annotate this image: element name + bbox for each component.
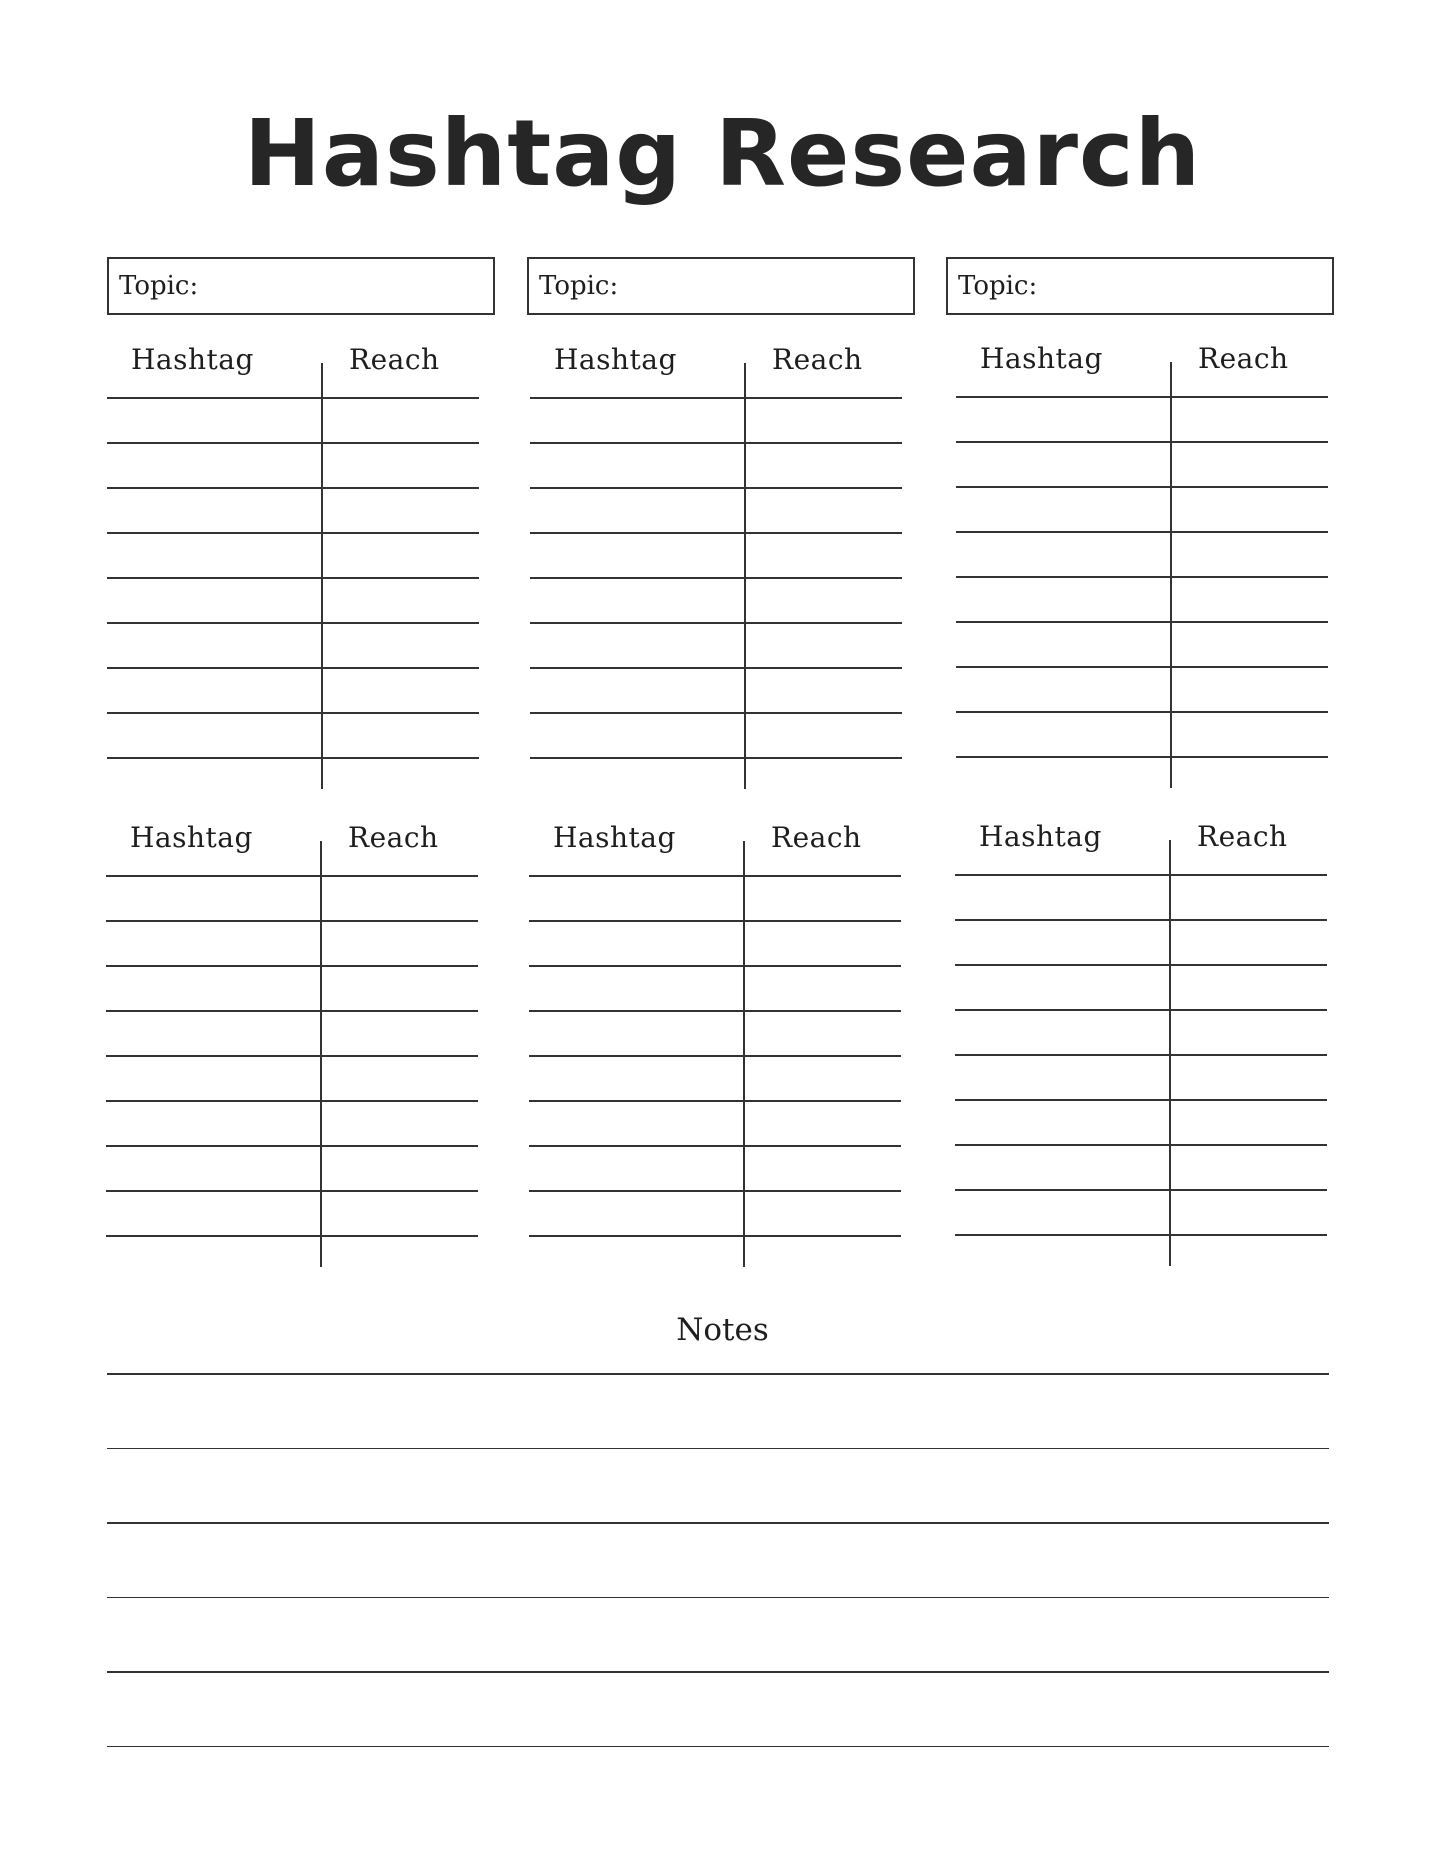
hashtag-table-4 xyxy=(106,821,478,1251)
reach-column-header: Reach xyxy=(349,343,440,376)
reach-column-header: Reach xyxy=(772,343,863,376)
hashtag-table-1 xyxy=(107,343,479,773)
notes-line[interactable] xyxy=(107,1522,1329,1524)
entry-line[interactable] xyxy=(956,756,1328,758)
column-divider xyxy=(1169,840,1171,1266)
topic-label: Topic: xyxy=(539,271,619,301)
topic-label: Topic: xyxy=(958,271,1038,301)
notes-line[interactable] xyxy=(107,1671,1329,1673)
topic-label: Topic: xyxy=(119,271,199,301)
entry-line[interactable] xyxy=(106,1100,478,1102)
entry-line[interactable] xyxy=(106,1190,478,1192)
column-divider xyxy=(743,841,745,1267)
entry-line[interactable] xyxy=(529,1190,901,1192)
entry-line[interactable] xyxy=(107,622,479,624)
entry-line[interactable] xyxy=(106,1235,478,1237)
entry-line[interactable] xyxy=(106,1055,478,1057)
entry-line[interactable] xyxy=(956,396,1328,398)
entry-line[interactable] xyxy=(529,920,901,922)
entry-line[interactable] xyxy=(530,757,902,759)
entry-line[interactable] xyxy=(530,712,902,714)
reach-column-header: Reach xyxy=(1197,820,1288,853)
entry-line[interactable] xyxy=(956,666,1328,668)
entry-line[interactable] xyxy=(529,875,901,877)
column-divider xyxy=(321,363,323,789)
entry-line[interactable] xyxy=(530,532,902,534)
entry-line[interactable] xyxy=(529,1235,901,1237)
entry-line[interactable] xyxy=(530,397,902,399)
notes-line[interactable] xyxy=(107,1448,1329,1450)
entry-line[interactable] xyxy=(530,442,902,444)
entry-line[interactable] xyxy=(956,576,1328,578)
entry-line[interactable] xyxy=(107,487,479,489)
notes-line[interactable] xyxy=(107,1373,1329,1375)
entry-line[interactable] xyxy=(956,711,1328,713)
hashtag-column-header: Hashtag xyxy=(131,343,254,376)
entry-line[interactable] xyxy=(955,964,1327,966)
entry-line[interactable] xyxy=(107,397,479,399)
entry-line[interactable] xyxy=(106,1010,478,1012)
entry-line[interactable] xyxy=(529,1010,901,1012)
entry-line[interactable] xyxy=(955,919,1327,921)
hashtag-table-5 xyxy=(529,821,901,1251)
column-divider xyxy=(1170,362,1172,788)
reach-column-header: Reach xyxy=(771,821,862,854)
reach-column-header: Reach xyxy=(1198,342,1289,375)
hashtag-column-header: Hashtag xyxy=(554,343,677,376)
entry-line[interactable] xyxy=(530,622,902,624)
entry-line[interactable] xyxy=(530,667,902,669)
column-divider xyxy=(320,841,322,1267)
entry-line[interactable] xyxy=(107,577,479,579)
hashtag-column-header: Hashtag xyxy=(553,821,676,854)
entry-line[interactable] xyxy=(955,1189,1327,1191)
page-title: Hashtag Research xyxy=(243,100,1202,207)
entry-line[interactable] xyxy=(530,577,902,579)
entry-line[interactable] xyxy=(956,486,1328,488)
entry-line[interactable] xyxy=(956,531,1328,533)
entry-line[interactable] xyxy=(955,1099,1327,1101)
reach-column-header: Reach xyxy=(348,821,439,854)
entry-line[interactable] xyxy=(106,965,478,967)
entry-line[interactable] xyxy=(529,965,901,967)
entry-line[interactable] xyxy=(107,757,479,759)
entry-line[interactable] xyxy=(955,1054,1327,1056)
topic-field-2[interactable] xyxy=(527,257,915,315)
entry-line[interactable] xyxy=(529,1145,901,1147)
hashtag-column-header: Hashtag xyxy=(980,342,1103,375)
entry-line[interactable] xyxy=(106,875,478,877)
notes-title: Notes xyxy=(676,1312,769,1348)
entry-line[interactable] xyxy=(107,532,479,534)
entry-line[interactable] xyxy=(529,1055,901,1057)
hashtag-table-2 xyxy=(530,343,902,773)
topic-field-3[interactable] xyxy=(946,257,1334,315)
entry-line[interactable] xyxy=(107,667,479,669)
entry-line[interactable] xyxy=(107,712,479,714)
entry-line[interactable] xyxy=(107,442,479,444)
entry-line[interactable] xyxy=(955,1144,1327,1146)
entry-line[interactable] xyxy=(530,487,902,489)
hashtag-column-header: Hashtag xyxy=(979,820,1102,853)
entry-line[interactable] xyxy=(529,1100,901,1102)
hashtag-column-header: Hashtag xyxy=(130,821,253,854)
notes-line[interactable] xyxy=(107,1597,1329,1599)
entry-line[interactable] xyxy=(956,621,1328,623)
topic-field-1[interactable] xyxy=(107,257,495,315)
hashtag-table-6 xyxy=(955,820,1327,1250)
entry-line[interactable] xyxy=(956,441,1328,443)
entry-line[interactable] xyxy=(955,1234,1327,1236)
entry-line[interactable] xyxy=(106,1145,478,1147)
entry-line[interactable] xyxy=(955,1009,1327,1011)
entry-line[interactable] xyxy=(106,920,478,922)
entry-line[interactable] xyxy=(955,874,1327,876)
notes-line[interactable] xyxy=(107,1746,1329,1748)
column-divider xyxy=(744,363,746,789)
hashtag-table-3 xyxy=(956,342,1328,772)
